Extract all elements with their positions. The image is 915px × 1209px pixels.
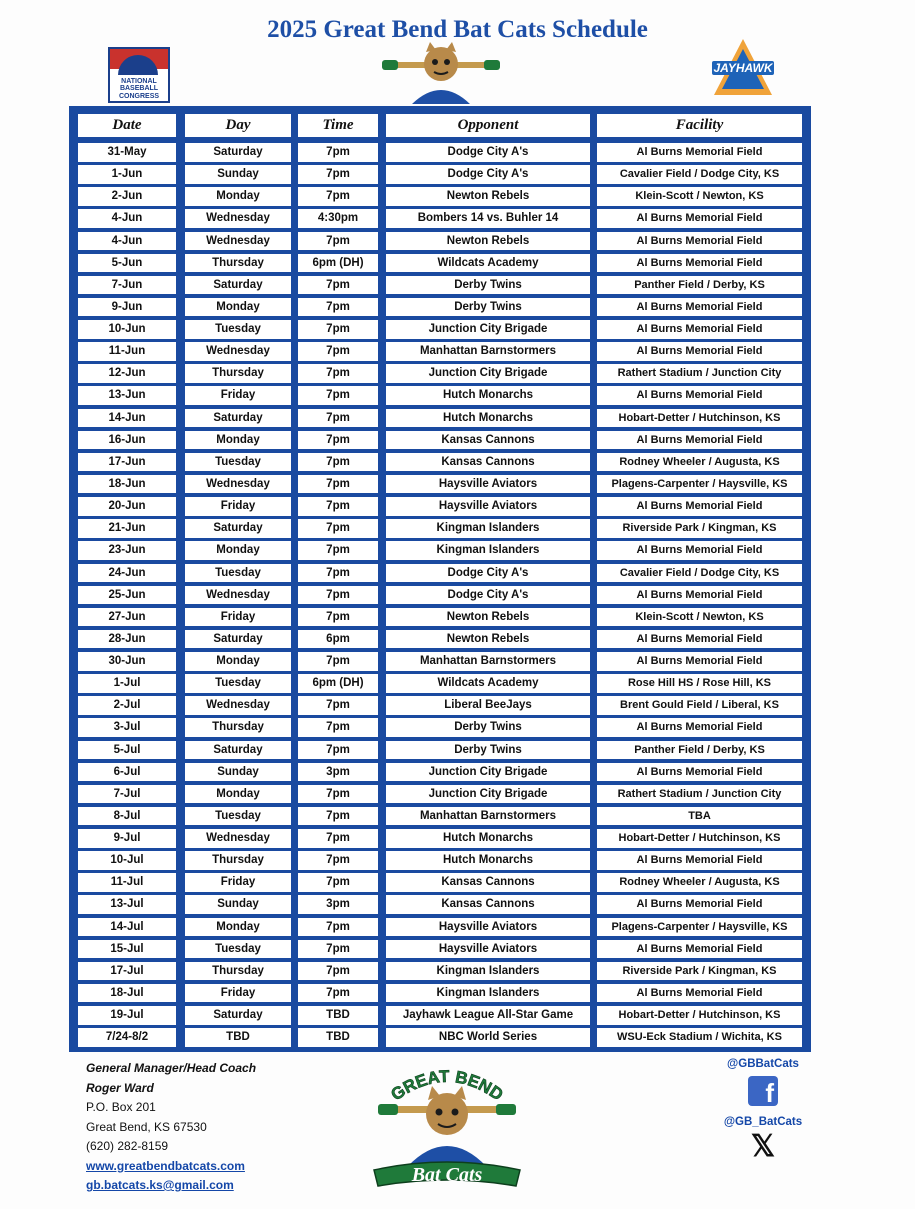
row-date: 5-Jun (78, 254, 176, 273)
row-date: 9-Jul (78, 829, 176, 848)
row-facility: Al Burns Memorial Field (597, 254, 802, 273)
row-date: 12-Jun (78, 364, 176, 383)
row-time: 7pm (298, 851, 378, 870)
row-day: Saturday (185, 276, 291, 295)
row-opponent: NBC World Series (386, 1028, 590, 1047)
row-day: Tuesday (185, 807, 291, 826)
row-facility: Al Burns Memorial Field (597, 497, 802, 516)
row-time: 7pm (298, 453, 378, 472)
logo-arc-text: GREAT BEND (387, 1066, 507, 1105)
table-row (69, 940, 811, 959)
row-opponent: Derby Twins (386, 276, 590, 295)
row-facility: Riverside Park / Kingman, KS (597, 962, 802, 981)
row-time: 7pm (298, 519, 378, 538)
row-time: 7pm (298, 984, 378, 1003)
row-facility: Panther Field / Derby, KS (597, 276, 802, 295)
row-day: Thursday (185, 851, 291, 870)
row-facility: Al Burns Memorial Field (597, 431, 802, 450)
row-day: Wednesday (185, 586, 291, 605)
row-opponent: Dodge City A's (386, 165, 590, 184)
row-time: 6pm (298, 630, 378, 649)
row-day: Tuesday (185, 940, 291, 959)
row-day: Tuesday (185, 320, 291, 339)
row-opponent: Newton Rebels (386, 232, 590, 251)
row-date: 11-Jun (78, 342, 176, 361)
row-day: Monday (185, 298, 291, 317)
facebook-handle[interactable]: @GBBatCats (727, 1058, 799, 1070)
row-time: 7pm (298, 652, 378, 671)
row-facility: Al Burns Memorial Field (597, 940, 802, 959)
table-row (69, 453, 811, 472)
row-opponent: Dodge City A's (386, 143, 590, 162)
row-time: 7pm (298, 873, 378, 892)
row-date: 3-Jul (78, 718, 176, 737)
row-time: 6pm (DH) (298, 254, 378, 273)
contact-address-line1: P.O. Box 201 (86, 1100, 156, 1114)
row-date: 31-May (78, 143, 176, 162)
row-date: 2-Jun (78, 187, 176, 206)
row-day: Monday (185, 187, 291, 206)
row-opponent: Derby Twins (386, 298, 590, 317)
table-row (69, 984, 811, 1003)
row-time: 7pm (298, 541, 378, 560)
row-opponent: Kansas Cannons (386, 431, 590, 450)
row-opponent: Junction City Brigade (386, 763, 590, 782)
row-facility: Al Burns Memorial Field (597, 298, 802, 317)
row-opponent: Bombers 14 vs. Buhler 14 (386, 209, 590, 228)
row-opponent: Hutch Monarchs (386, 409, 590, 428)
table-row (69, 785, 811, 804)
row-day: Friday (185, 873, 291, 892)
row-time: 7pm (298, 187, 378, 206)
table-row (69, 1028, 811, 1047)
row-date: 17-Jun (78, 453, 176, 472)
row-facility: Riverside Park / Kingman, KS (597, 519, 802, 538)
row-date: 6-Jul (78, 763, 176, 782)
nbc-logo-text: NATIONAL BASEBALL CONGRESS (118, 77, 160, 100)
row-date: 11-Jul (78, 873, 176, 892)
row-time: TBD (298, 1006, 378, 1025)
row-facility: Brent Gould Field / Liberal, KS (597, 696, 802, 715)
table-row (69, 807, 811, 826)
website-link[interactable]: www.greatbendbatcats.com (86, 1158, 245, 1173)
row-date: 16-Jun (78, 431, 176, 450)
table-row (69, 962, 811, 981)
row-facility: Al Burns Memorial Field (597, 386, 802, 405)
row-opponent: Derby Twins (386, 741, 590, 760)
row-day: Tuesday (185, 453, 291, 472)
row-facility: Klein-Scott / Newton, KS (597, 187, 802, 206)
table-row (69, 165, 811, 184)
row-date: 2-Jul (78, 696, 176, 715)
row-day: Thursday (185, 364, 291, 383)
row-time: 7pm (298, 342, 378, 361)
table-row (69, 143, 811, 162)
row-date: 17-Jul (78, 962, 176, 981)
row-opponent: Hutch Monarchs (386, 386, 590, 405)
row-date: 18-Jul (78, 984, 176, 1003)
row-date: 27-Jun (78, 608, 176, 627)
row-opponent: Junction City Brigade (386, 364, 590, 383)
row-time: 7pm (298, 962, 378, 981)
row-day: Saturday (185, 519, 291, 538)
row-facility: Al Burns Memorial Field (597, 586, 802, 605)
row-time: 7pm (298, 829, 378, 848)
row-day: Saturday (185, 1006, 291, 1025)
row-day: Wednesday (185, 829, 291, 848)
table-row (69, 918, 811, 937)
row-day: Thursday (185, 962, 291, 981)
row-day: Friday (185, 497, 291, 516)
row-facility: Al Burns Memorial Field (597, 718, 802, 737)
row-facility: Al Burns Memorial Field (597, 851, 802, 870)
row-time: 7pm (298, 431, 378, 450)
header-opponent: Opponent (386, 114, 590, 137)
row-date: 9-Jun (78, 298, 176, 317)
row-date: 14-Jun (78, 409, 176, 428)
row-opponent: Newton Rebels (386, 608, 590, 627)
x-icon[interactable]: 𝕏 (750, 1130, 776, 1163)
row-facility: Al Burns Memorial Field (597, 895, 802, 914)
row-opponent: Wildcats Academy (386, 674, 590, 693)
row-facility: Al Burns Memorial Field (597, 320, 802, 339)
jayhawk-league-logo (712, 37, 774, 99)
row-date: 7/24-8/2 (78, 1028, 176, 1047)
row-date: 21-Jun (78, 519, 176, 538)
table-row (69, 276, 811, 295)
row-facility: Cavalier Field / Dodge City, KS (597, 564, 802, 583)
jayhawk-logo-text: JAYHAWK (713, 61, 773, 75)
row-opponent: Kingman Islanders (386, 519, 590, 538)
row-opponent: Haysville Aviators (386, 940, 590, 959)
row-facility: TBA (597, 807, 802, 826)
row-date: 18-Jun (78, 475, 176, 494)
row-date: 7-Jul (78, 785, 176, 804)
row-time: 7pm (298, 696, 378, 715)
row-date: 20-Jun (78, 497, 176, 516)
row-opponent: Newton Rebels (386, 187, 590, 206)
table-row (69, 652, 811, 671)
row-day: Wednesday (185, 342, 291, 361)
row-date: 10-Jul (78, 851, 176, 870)
row-opponent: Junction City Brigade (386, 785, 590, 804)
table-row (69, 298, 811, 317)
table-row (69, 519, 811, 538)
row-facility: Cavalier Field / Dodge City, KS (597, 165, 802, 184)
header-time: Time (298, 114, 378, 137)
x-handle[interactable]: @GB_BatCats (723, 1116, 803, 1128)
row-opponent: Kansas Cannons (386, 453, 590, 472)
header-facility: Facility (597, 114, 802, 137)
row-opponent: Newton Rebels (386, 630, 590, 649)
row-day: Sunday (185, 763, 291, 782)
row-day: Saturday (185, 630, 291, 649)
row-time: 7pm (298, 276, 378, 295)
row-opponent: Hutch Monarchs (386, 851, 590, 870)
schedule-table (69, 106, 811, 1052)
row-date: 8-Jul (78, 807, 176, 826)
email-link[interactable]: gb.batcats.ks@gmail.com (86, 1178, 234, 1192)
row-facility: Al Burns Memorial Field (597, 984, 802, 1003)
row-facility: Al Burns Memorial Field (597, 342, 802, 361)
row-opponent: Dodge City A's (386, 586, 590, 605)
row-time: 7pm (298, 475, 378, 494)
table-header (69, 114, 811, 137)
row-date: 28-Jun (78, 630, 176, 649)
row-time: 7pm (298, 741, 378, 760)
row-day: Thursday (185, 718, 291, 737)
table-row (69, 254, 811, 273)
contact-address-line2: Great Bend, KS 67530 (86, 1119, 207, 1134)
row-date: 1-Jul (78, 674, 176, 693)
table-row (69, 187, 811, 206)
row-date: 4-Jun (78, 209, 176, 228)
row-facility: Al Burns Memorial Field (597, 209, 802, 228)
row-time: 7pm (298, 564, 378, 583)
row-day: Monday (185, 541, 291, 560)
row-time: 6pm (DH) (298, 674, 378, 693)
table-row (69, 674, 811, 693)
row-opponent: Kansas Cannons (386, 895, 590, 914)
row-date: 7-Jun (78, 276, 176, 295)
row-opponent: Hutch Monarchs (386, 829, 590, 848)
row-time: 7pm (298, 918, 378, 937)
table-row (69, 873, 811, 892)
header-day: Day (185, 114, 291, 137)
row-date: 19-Jul (78, 1006, 176, 1025)
table-row (69, 829, 811, 848)
row-time: 7pm (298, 497, 378, 516)
table-row (69, 718, 811, 737)
row-facility: Rathert Stadium / Junction City (597, 364, 802, 383)
bat-cats-logo-bottom (368, 1062, 526, 1192)
row-day: Wednesday (185, 475, 291, 494)
row-opponent: Manhattan Barnstormers (386, 807, 590, 826)
row-opponent: Dodge City A's (386, 564, 590, 583)
row-time: 3pm (298, 763, 378, 782)
row-time: 7pm (298, 718, 378, 737)
row-date: 14-Jul (78, 918, 176, 937)
row-time: 7pm (298, 586, 378, 605)
row-facility: Rathert Stadium / Junction City (597, 785, 802, 804)
row-opponent: Haysville Aviators (386, 918, 590, 937)
row-date: 25-Jun (78, 586, 176, 605)
row-day: Monday (185, 652, 291, 671)
header-date: Date (78, 114, 176, 137)
row-facility: Rodney Wheeler / Augusta, KS (597, 453, 802, 472)
table-row (69, 475, 811, 494)
row-time: 7pm (298, 143, 378, 162)
row-time: 7pm (298, 165, 378, 184)
table-row (69, 1006, 811, 1025)
row-opponent: Manhattan Barnstormers (386, 342, 590, 361)
row-day: Thursday (185, 254, 291, 273)
table-row (69, 320, 811, 339)
row-opponent: Jayhawk League All-Star Game (386, 1006, 590, 1025)
row-facility: Hobart-Detter / Hutchinson, KS (597, 409, 802, 428)
row-time: 4:30pm (298, 209, 378, 228)
logo-script-text: Bat Cats (411, 1164, 483, 1186)
row-date: 15-Jul (78, 940, 176, 959)
row-date: 30-Jun (78, 652, 176, 671)
table-row (69, 741, 811, 760)
contact-name: Roger Ward (86, 1080, 154, 1095)
row-time: 7pm (298, 386, 378, 405)
table-row (69, 342, 811, 361)
row-facility: Al Burns Memorial Field (597, 652, 802, 671)
table-row (69, 763, 811, 782)
row-opponent: Kingman Islanders (386, 984, 590, 1003)
row-day: Friday (185, 608, 291, 627)
page-title: 2025 Great Bend Bat Cats Schedule (267, 16, 648, 43)
row-date: 24-Jun (78, 564, 176, 583)
row-opponent: Kingman Islanders (386, 962, 590, 981)
row-date: 13-Jun (78, 386, 176, 405)
row-opponent: Wildcats Academy (386, 254, 590, 273)
table-row (69, 386, 811, 405)
row-day: TBD (185, 1028, 291, 1047)
bat-cats-mascot-top (382, 42, 500, 104)
row-time: 7pm (298, 608, 378, 627)
row-day: Sunday (185, 165, 291, 184)
row-time: 7pm (298, 320, 378, 339)
table-row (69, 431, 811, 450)
row-facility: Hobart-Detter / Hutchinson, KS (597, 829, 802, 848)
row-facility: Hobart-Detter / Hutchinson, KS (597, 1006, 802, 1025)
row-day: Friday (185, 984, 291, 1003)
row-time: 7pm (298, 232, 378, 251)
row-date: 5-Jul (78, 741, 176, 760)
table-row (69, 209, 811, 228)
row-opponent: Liberal BeeJays (386, 696, 590, 715)
row-day: Saturday (185, 741, 291, 760)
row-day: Monday (185, 431, 291, 450)
row-day: Wednesday (185, 209, 291, 228)
social-block (712, 1058, 814, 1164)
row-opponent: Haysville Aviators (386, 497, 590, 516)
table-row (69, 696, 811, 715)
row-opponent: Junction City Brigade (386, 320, 590, 339)
table-row (69, 564, 811, 583)
row-facility: Panther Field / Derby, KS (597, 741, 802, 760)
row-facility: Klein-Scott / Newton, KS (597, 608, 802, 627)
nbc-logo (108, 47, 170, 103)
table-row (69, 608, 811, 627)
row-facility: Al Burns Memorial Field (597, 630, 802, 649)
row-date: 4-Jun (78, 232, 176, 251)
row-time: 7pm (298, 785, 378, 804)
row-day: Sunday (185, 895, 291, 914)
table-row (69, 364, 811, 383)
row-date: 1-Jun (78, 165, 176, 184)
row-date: 10-Jun (78, 320, 176, 339)
row-facility: Plagens-Carpenter / Haysville, KS (597, 918, 802, 937)
row-time: 3pm (298, 895, 378, 914)
table-row (69, 541, 811, 560)
row-day: Tuesday (185, 674, 291, 693)
row-day: Wednesday (185, 232, 291, 251)
table-row (69, 630, 811, 649)
contact-role: General Manager/Head Coach (86, 1061, 257, 1075)
table-row (69, 586, 811, 605)
row-facility: Al Burns Memorial Field (597, 763, 802, 782)
row-facility: Al Burns Memorial Field (597, 541, 802, 560)
row-opponent: Kingman Islanders (386, 541, 590, 560)
row-day: Tuesday (185, 564, 291, 583)
row-facility: Plagens-Carpenter / Haysville, KS (597, 475, 802, 494)
row-facility: Rodney Wheeler / Augusta, KS (597, 873, 802, 892)
table-row (69, 851, 811, 870)
table-row (69, 232, 811, 251)
row-opponent: Kansas Cannons (386, 873, 590, 892)
table-row (69, 497, 811, 516)
contact-block (86, 1059, 326, 1196)
row-day: Wednesday (185, 696, 291, 715)
row-opponent: Derby Twins (386, 718, 590, 737)
row-date: 23-Jun (78, 541, 176, 560)
row-day: Monday (185, 785, 291, 804)
row-time: 7pm (298, 807, 378, 826)
row-facility: WSU-Eck Stadium / Wichita, KS (597, 1028, 802, 1047)
row-time: 7pm (298, 940, 378, 959)
row-day: Friday (185, 386, 291, 405)
row-time: 7pm (298, 409, 378, 428)
row-facility: Al Burns Memorial Field (597, 232, 802, 251)
table-row (69, 895, 811, 914)
row-facility: Rose Hill HS / Rose Hill, KS (597, 674, 802, 693)
row-time: 7pm (298, 298, 378, 317)
row-facility: Al Burns Memorial Field (597, 143, 802, 162)
facebook-icon[interactable]: f (748, 1076, 778, 1106)
row-opponent: Haysville Aviators (386, 475, 590, 494)
table-row (69, 409, 811, 428)
row-date: 13-Jul (78, 895, 176, 914)
row-day: Saturday (185, 143, 291, 162)
row-opponent: Manhattan Barnstormers (386, 652, 590, 671)
row-day: Monday (185, 918, 291, 937)
row-time: TBD (298, 1028, 378, 1047)
contact-phone: (620) 282-8159 (86, 1139, 169, 1153)
row-time: 7pm (298, 364, 378, 383)
row-day: Saturday (185, 409, 291, 428)
